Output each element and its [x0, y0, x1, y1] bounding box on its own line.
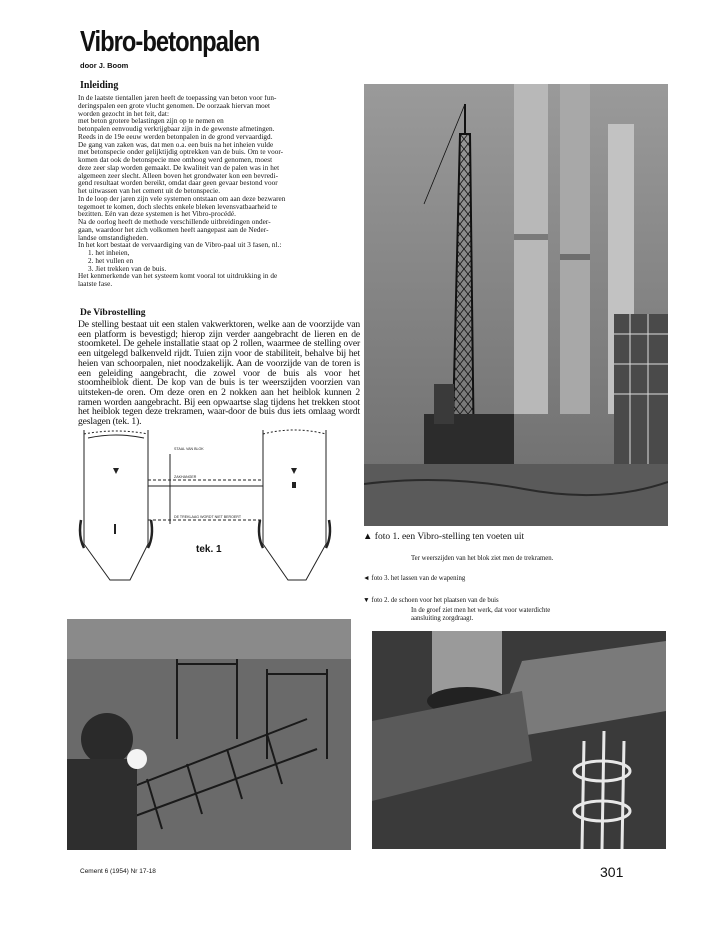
- text-line: het uitwassen van het cement uit de betonspecie.: [78, 188, 221, 195]
- text-line: tegemoet te komen, doch slechts enkele bleken levensvatbaarheid te: [78, 203, 278, 211]
- section-heading-vibrostelling: De Vibrostelling: [80, 308, 146, 318]
- text-line: Reeds in de 19e eeuw werden betonpalen in de grond vervaardigd.: [78, 133, 273, 141]
- caption-photo-3: ◄ foto 3. het lassen van de wapening: [363, 575, 466, 582]
- photo-welding-reinforcement: [67, 619, 351, 850]
- text-line: met betonspecie onder gelijktijdig optrekken van de buis. Om te voor-: [78, 149, 284, 157]
- list-item: 2. het vullen en: [88, 257, 134, 265]
- text-line: gend resultaat worden bereikt, omdat daar geen gevaar bestond voor: [78, 180, 278, 188]
- text-line: deze zeer slap worden gemaakt. De kwaliteit van de palen was in het: [78, 164, 280, 172]
- caption-photo-2: ▼ foto 2. de schoen voor het plaatsen van de buis: [363, 597, 499, 604]
- text-line: landse omstandigheden.: [78, 234, 149, 242]
- list-item: 3. Jiet trekken van de buis.: [88, 265, 167, 273]
- text-line: deringspalen een grote vlucht genomen. De oorzaak hiervan moet: [78, 102, 271, 110]
- photo-vibro-rig: [364, 84, 668, 526]
- text-line: gaan, waardoor het zich volkomen heeft aangepast aan de Neder-: [78, 226, 269, 234]
- text-line: In de laatste tientallen jaren heeft de toepassing van beton voor fun-: [78, 95, 277, 102]
- caption-line: In de groef ziet men het werk, dat voor waterdichte: [411, 607, 551, 614]
- caption-photo-1-sub: Ter weerszijden van het blok ziet men de trekramen.: [411, 555, 554, 562]
- drawing-annotation: STAAL VAN BLOK: [174, 447, 204, 451]
- figure-label: tek. 1: [196, 544, 222, 555]
- drawing-annotation: DE TREKLAAG WORDT NIET BEROERT: [174, 515, 242, 519]
- left-pile-outline: [84, 430, 148, 580]
- technical-drawing: [78, 424, 358, 584]
- page-number: 301: [600, 864, 624, 880]
- text-line: komen dat ook de betonspecie mee omhoog werd genomen, moest: [78, 157, 273, 164]
- list-item: 1. het inheien,: [88, 250, 130, 257]
- caption-photo-2-sub: [411, 607, 550, 623]
- text-line: In het kort bestaat de vervaardiging van de Vibro-paal uit 3 fasen, nl.:: [78, 242, 282, 250]
- photo-welding-image: [67, 619, 351, 850]
- text-line: worden gezocht in het feit, dat:: [78, 110, 170, 118]
- section-heading-inleiding: Inleiding: [80, 80, 119, 91]
- text-line: Na de oorlog heeft de methode verschillende uitbreidingen onder-: [78, 219, 271, 226]
- drawing-annotation: ZAKHANGER: [174, 475, 197, 479]
- photo-vibro-rig-image: [364, 84, 668, 526]
- photo-pile-shoe: [372, 631, 666, 849]
- vibrostelling-text: De stelling bestaat uit een stalen vakwerktoren, welke aan de voorzijde van een platform is bevestigd; hierop zijn verder aangebracht de lieren en de stoomketel. De gehele installatie staat op 2 rollen, waarmee de stelling over een uitgelegd balkenveld rijdt. Tuien zijn voor de stabiliteit, behalve bij het heien van schoorpalen, niet noodzakelijk. Aan de voorzijde van de toren is een geleiding aangebracht, die zowel voor de buis als voor het stoomheiblok dient. De kop van de buis is ter weerszijden voorzien van uitsteken-de oren. Om deze oren en 2 nokken aan het heiblok kunnen 2 ramen worden aangebracht. Bij een opwaartse slag tijdens het trekken stoot het heiblok tegen deze trekramen, waar-door de buis dus iets omlaag wordt geslagen (tek. 1).: [78, 319, 360, 428]
- caption-line: aansluiting zorgdraagt.: [411, 615, 474, 622]
- text-line: algemeen zeer slecht. Alleen boven het grondwater kon een bevredi-: [78, 172, 279, 180]
- right-pile-outline: [263, 430, 326, 580]
- byline: door J. Boom: [80, 61, 129, 70]
- text-line: betonpalen eenvoudig verkrijgbaar zijn in de gewenste afmetingen.: [78, 126, 275, 133]
- text-line: laatste fase.: [78, 281, 113, 288]
- article-title: Vibro-betonpalen: [80, 26, 260, 58]
- intro-text: [78, 95, 356, 289]
- photo-pile-shoe-image: [372, 631, 666, 849]
- text-line: met beton grotere belastingen zijn op te nemen en: [78, 118, 224, 126]
- text-line: bezitten. Eén van deze systemen is het Vibro-procédé.: [78, 211, 236, 219]
- footer-citation: Cement 6 (1954) Nr 17-18: [80, 868, 156, 875]
- caption-photo-1: ▲ foto 1. een Vibro-stelling ten voeten uit: [363, 532, 525, 542]
- text-line: In de loop der jaren zijn vele systemen ontstaan om aan deze bezwaren: [78, 195, 286, 203]
- text-line: Het kenmerkende van het systeem komt vooral tot uitdrukking in de: [78, 273, 278, 281]
- text-line: De gang van zaken was, dat men o.a. een buis na het inheien vulde: [78, 141, 274, 149]
